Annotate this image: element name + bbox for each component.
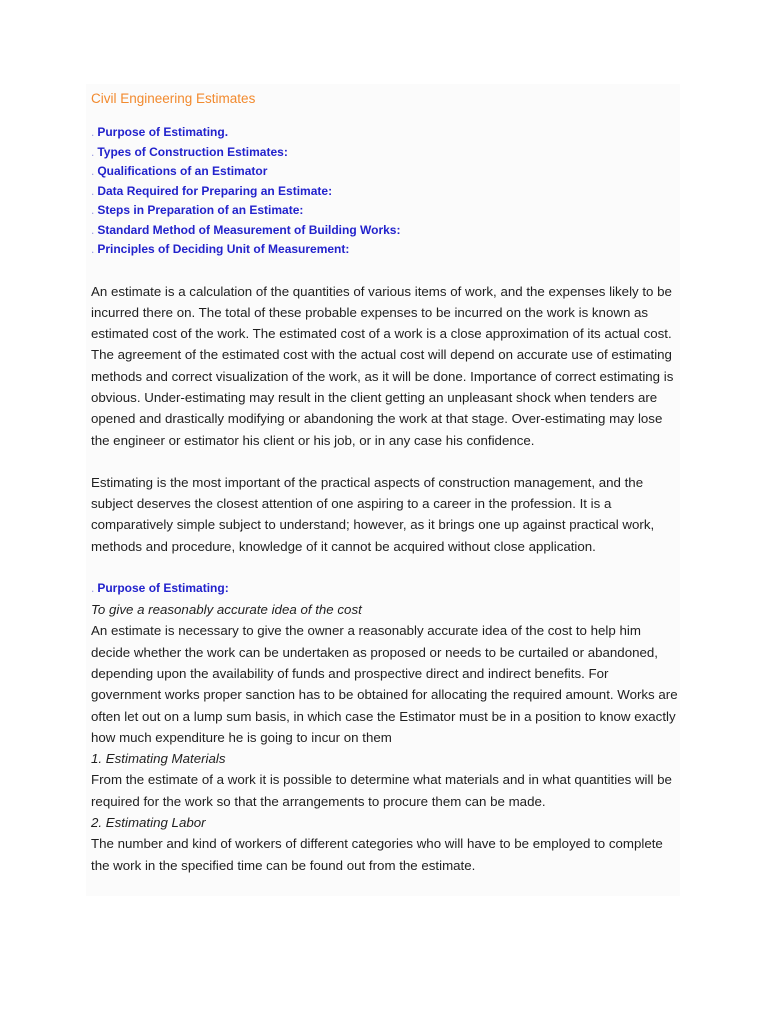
item-body-labor: The number and kind of workers of different categories who will have to be employed to complete the work in the specified time can be found out from the estimate. xyxy=(91,836,663,873)
toc-item-types[interactable] xyxy=(91,143,679,163)
bullet-dot: . xyxy=(91,203,95,217)
toc-link[interactable]: Types of Construction Estimates: xyxy=(97,144,288,159)
section-heading-text[interactable]: Purpose of Estimating: xyxy=(97,581,229,596)
item-body-materials: From the estimate of a work it is possible to determine what materials and in what quantities will be required for the work so that the arrangements to procure them can be made. xyxy=(91,772,672,809)
paragraph-importance: Estimating is the most important of the practical aspects of construction management, and the subject deserves the closest attention of one aspiring to a career in the profession. It is a comparatively simple subject to understand; however, as it brings one up against practical work, methods and procedure, knowledge of it cannot be acquired without close application. xyxy=(91,474,655,554)
toc-link[interactable]: Data Required for Preparing an Estimate: xyxy=(97,183,333,198)
bullet-dot: . xyxy=(91,144,95,159)
paragraph-intro: An estimate is a calculation of the quantities of various items of work, and the expenses likely to be incurred there on. The total of these probable expenses to be incurred on the work is known as estimated cost of the work. The estimated cost of a work is a close approximation of its actual cost. The agreement of the estimated cost with the actual cost will depend on accurate use of estimating methods and correct visualization of the work, as it will be done. Importance of correct estimating is obvious. Under-estimating may result in the client getting an unpleasant shock when tenders are opened and drastically modifying or abandoning the work at that stage. Over-estimating may lose the engineer or estimator his client or his job, or in any case his confidence. xyxy=(91,283,674,448)
bullet-dot: . xyxy=(91,183,95,198)
section-heading-purpose[interactable] xyxy=(91,578,679,599)
toc-link[interactable]: Purpose of Estimating. xyxy=(97,125,229,139)
bullet-dot: . xyxy=(91,222,95,237)
toc-item-principles[interactable] xyxy=(91,240,679,260)
section-body: An estimate is necessary to give the owner a reasonably accurate idea of the cost to help him decide whether the work can be undertaken as proposed or needs to be curtailed or abandoned, depending upon the availability of funds and prospective direct and indirect benefits. For government works proper sanction has to be obtained for allocating the required amount. Works are often let out on a lump sum basis, in which case the Estimator must be in a position to know exactly how much expenditure he is going to incur on them xyxy=(91,623,678,745)
toc-item-data-required[interactable] xyxy=(91,182,679,202)
toc-link[interactable]: Qualifications of an Estimator xyxy=(97,164,268,178)
section-subheading: To give a reasonably accurate idea of the cost xyxy=(91,602,362,618)
item-heading-materials: 1. Estimating Materials xyxy=(91,751,226,767)
toc-item-purpose[interactable] xyxy=(91,123,679,143)
toc-link[interactable]: Steps in Preparation of an Estimate: xyxy=(97,203,304,217)
toc-link[interactable]: Standard Method of Measurement of Building Works: xyxy=(97,222,401,237)
document-content xyxy=(91,88,679,876)
toc-item-steps[interactable] xyxy=(91,201,679,221)
toc-item-standard-method[interactable] xyxy=(91,221,679,241)
bullet-dot: . xyxy=(91,242,95,256)
bullet-dot: . xyxy=(91,164,95,178)
toc-link[interactable]: Principles of Deciding Unit of Measurement: xyxy=(97,242,350,256)
document-title: Civil Engineering Estimates xyxy=(91,91,256,106)
toc-item-qualifications[interactable] xyxy=(91,162,679,182)
bullet-dot: . xyxy=(91,581,95,596)
item-heading-labor: 2. Estimating Labor xyxy=(91,815,206,831)
table-of-contents xyxy=(91,123,679,260)
bullet-dot: . xyxy=(91,125,95,139)
